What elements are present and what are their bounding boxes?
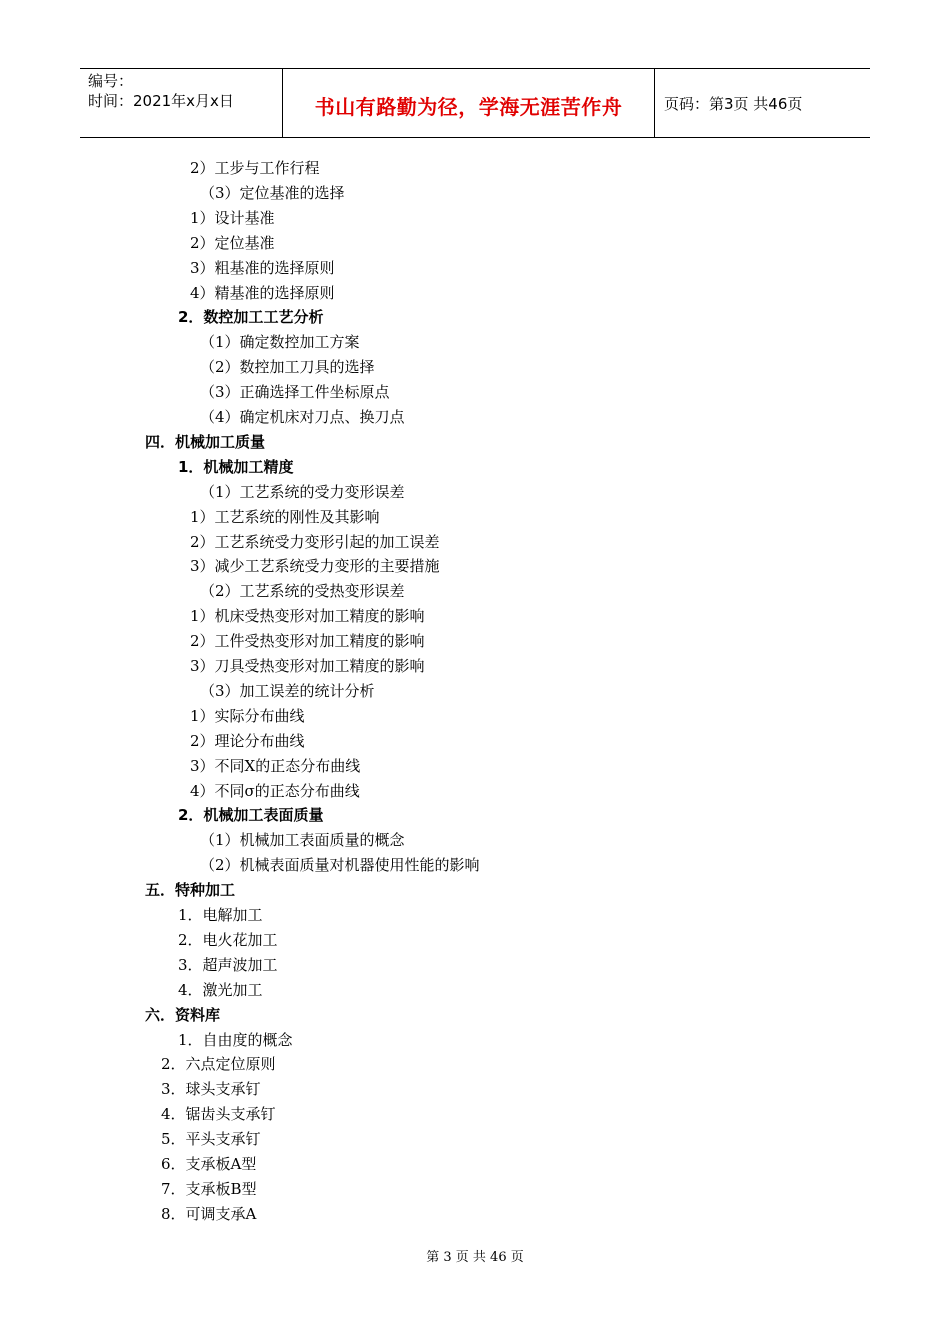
outline-item: （3）加工误差的统计分析 — [200, 681, 375, 700]
section-heading: 2．数控加工工艺分析 — [178, 308, 324, 327]
document-header — [80, 68, 870, 138]
outline-item: 4．激光加工 — [178, 980, 263, 999]
section-heading: 五．特种加工 — [145, 881, 236, 900]
outline-item: 4）不同σ的正态分布曲线 — [190, 781, 360, 800]
header-page-info: 页码：第3页 共46页 — [664, 95, 803, 113]
outline-item: （2）工艺系统的受热变形误差 — [200, 582, 405, 601]
outline-item: 3）刀具受热变形对加工精度的影响 — [190, 657, 425, 675]
outline-item: （1）确定数控加工方案 — [200, 333, 360, 352]
outline-item: 4）精基准的选择原则 — [190, 283, 335, 302]
outline-item: （1）工艺系统的受力变形误差 — [200, 482, 405, 501]
outline-item: （4）确定机床对刀点、换刀点 — [200, 408, 405, 426]
section-heading: 四．机械加工质量 — [145, 432, 266, 451]
outline-item: （3）定位基准的选择 — [200, 183, 345, 202]
section-heading: 1．机械加工精度 — [178, 457, 294, 476]
header-motto: 书山有路勤为径，学海无涯苦作舟 — [314, 95, 623, 119]
outline-item: 8．可调支承A — [161, 1204, 257, 1223]
outline-item: （2）数控加工刀具的选择 — [200, 358, 375, 377]
outline-item: 4．锯齿头支承钉 — [161, 1105, 276, 1124]
outline-item: 3）减少工艺系统受力变形的主要措施 — [190, 557, 440, 576]
outline-item: 1）实际分布曲线 — [190, 706, 305, 725]
outline-item: 1）机床受热变形对加工精度的影响 — [190, 607, 425, 626]
outline-item: （2）机械表面质量对机器使用性能的影响 — [200, 856, 480, 875]
number-label: 编号： — [88, 72, 134, 90]
outline-item: 1）设计基准 — [190, 208, 275, 227]
outline-item: 2）工艺系统受力变形引起的加工误差 — [190, 532, 440, 551]
header-meta — [88, 71, 278, 111]
outline-item: 5．平头支承钉 — [161, 1130, 261, 1149]
outline-item: 2）工件受热变形对加工精度的影响 — [190, 632, 425, 651]
outline-item: 3）不同X的正态分布曲线 — [190, 756, 361, 775]
outline-item: 3．超声波加工 — [178, 955, 278, 974]
outline-item: 7．支承板B型 — [161, 1179, 257, 1198]
header-divider — [654, 69, 655, 137]
outline-item: 1．自由度的概念 — [178, 1030, 293, 1049]
time-label: 时间：2021年x月x日 — [88, 92, 234, 110]
outline-item: 2．电火花加工 — [178, 930, 278, 949]
outline-item: （3）正确选择工件坐标原点 — [200, 383, 390, 402]
outline-item: 2）工步与工作行程 — [190, 159, 320, 177]
outline-item: 6．支承板A型 — [161, 1155, 257, 1173]
page-footer: 第 3 页 共 46 页 — [426, 1250, 524, 1265]
outline-item: 2）理论分布曲线 — [190, 731, 305, 750]
section-heading: 六．资料库 — [145, 1005, 221, 1024]
outline-item: 1）工艺系统的刚性及其影响 — [190, 507, 380, 526]
outline-item: 3）粗基准的选择原则 — [190, 258, 335, 277]
outline-item: 2）定位基准 — [190, 233, 275, 252]
section-heading: 2．机械加工表面质量 — [178, 806, 324, 825]
outline-item: 2．六点定位原则 — [161, 1055, 276, 1074]
outline-item: 1．电解加工 — [178, 906, 263, 924]
outline-item: 3．球头支承钉 — [161, 1080, 261, 1099]
outline-item: （1）机械加工表面质量的概念 — [200, 831, 405, 850]
